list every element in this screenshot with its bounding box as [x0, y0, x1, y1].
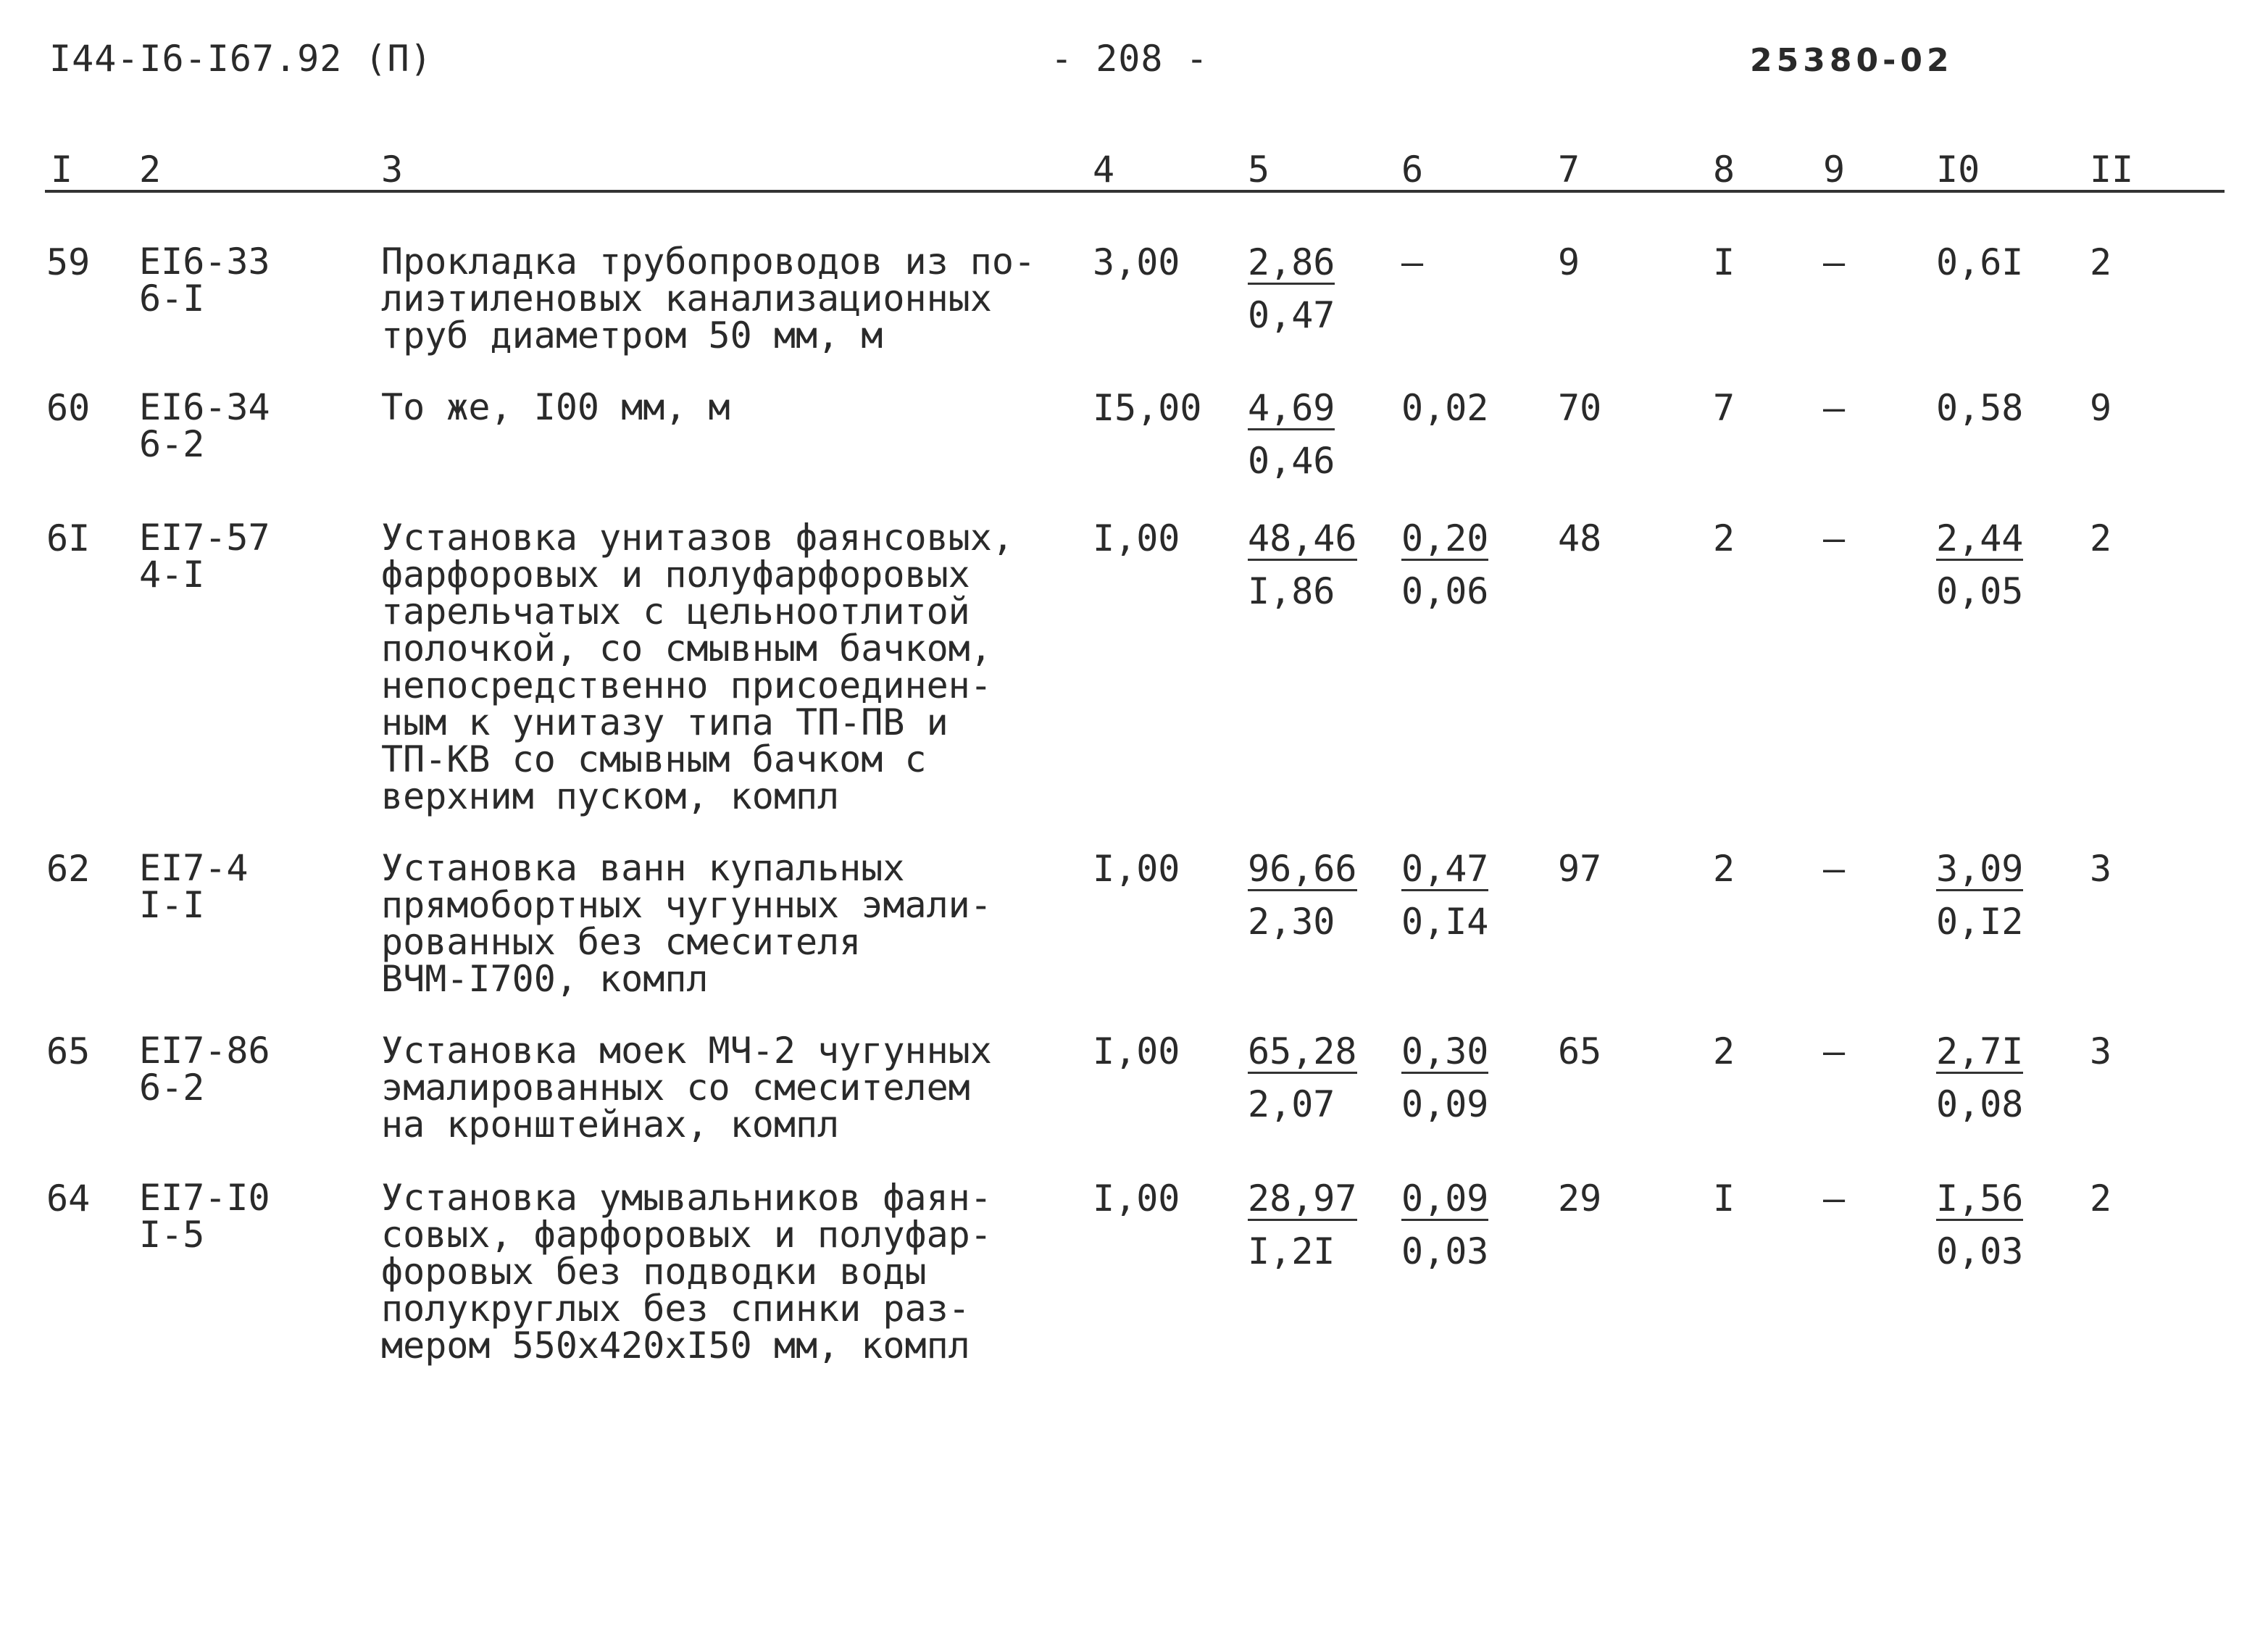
labor-cell: 2 [1713, 517, 1735, 559]
category-cell: 2 [2090, 517, 2112, 559]
denominator-value: 0,09 [1401, 1083, 1489, 1125]
code-line: EI6-34 [139, 386, 270, 428]
code-line: I-5 [139, 1214, 205, 1256]
description-line: мером 550x420xI50 мм, компл [381, 1325, 970, 1367]
description-cell [381, 847, 992, 1000]
denominator-value: 0,06 [1401, 570, 1489, 612]
description-line: на кронштейнах, компл [381, 1104, 840, 1146]
quantity-cell: I5,00 [1093, 387, 1202, 429]
numerator-value: 2,86 [1248, 241, 1335, 283]
description-line: прямобортных чугунных эмали- [381, 884, 992, 926]
numerator-value: 2,44 [1936, 517, 2024, 559]
labor-cost-cell [1936, 389, 2023, 428]
code-cell [139, 847, 249, 926]
description-line: полочкой, со смывным бачком, [381, 628, 992, 670]
row-number: 65 [46, 1030, 91, 1072]
labor-cost-cell [1936, 1030, 2024, 1125]
column-number: 2 [139, 149, 162, 191]
document-code: I44-I6-I67.92 (П) [49, 38, 433, 80]
denominator-value: 0,05 [1936, 570, 2024, 612]
total-cell: 65 [1558, 1030, 1602, 1072]
denominator-value: 0,47 [1248, 294, 1335, 336]
page-number: - 208 - [1051, 38, 1209, 80]
code-line: EI7-86 [139, 1030, 270, 1072]
numerator-value: 3,09 [1936, 848, 2024, 890]
row-number: 62 [46, 848, 91, 890]
column-number: 6 [1401, 149, 1424, 191]
description-line: рованных без смесителя [381, 921, 862, 963]
numerator-value: 48,46 [1248, 517, 1357, 559]
column-number: II [2090, 149, 2134, 191]
description-line: тарельчатых с цельноотлитой [381, 591, 970, 633]
code-line: 4-I [139, 554, 205, 596]
quantity-cell: I,00 [1093, 1030, 1180, 1072]
numerator-value: 0,6I [1936, 241, 2024, 283]
row-number: 64 [46, 1177, 91, 1220]
description-cell [381, 386, 730, 428]
denominator-value: 0,08 [1936, 1083, 2024, 1125]
code-line: 6-2 [139, 423, 205, 465]
denominator-value: 0,46 [1248, 440, 1335, 482]
quantity-cell: I,00 [1093, 848, 1180, 890]
total-cell: 9 [1558, 241, 1580, 283]
numerator-value: I,56 [1936, 1177, 2024, 1220]
machine-cost-cell [1401, 243, 1423, 283]
description-line: ТП-КВ со смывным бачком с [381, 738, 927, 780]
machine-cost-cell [1401, 517, 1489, 612]
description-line: форовых без подводки воды [381, 1251, 927, 1293]
description-line: Установка умывальников фаян- [381, 1177, 992, 1219]
numerator-value: – [1401, 241, 1424, 283]
column-number: 5 [1248, 149, 1270, 191]
row-number: 59 [46, 241, 91, 283]
numerator-value: 2,7I [1936, 1030, 2024, 1072]
denominator-value: 0,03 [1401, 1230, 1489, 1272]
numerator-value: 96,66 [1248, 848, 1357, 890]
labor-cost-cell [1936, 850, 2023, 941]
cost-cell [1248, 517, 1357, 612]
numerator-value: 0,09 [1401, 1177, 1489, 1220]
empty-cell: – [1823, 1177, 1846, 1220]
cost-cell [1248, 243, 1335, 334]
quantity-cell: I,00 [1093, 517, 1180, 559]
total-cell: 70 [1558, 387, 1602, 429]
cost-cell [1248, 1030, 1357, 1125]
numerator-value: 4,69 [1248, 387, 1335, 429]
description-cell [381, 517, 1014, 817]
column-number: 9 [1823, 149, 1846, 191]
description-line: совых, фарфоровых и полуфар- [381, 1214, 992, 1256]
labor-cost-cell [1936, 517, 2024, 612]
category-cell: 3 [2090, 1030, 2112, 1072]
description-line: непосредственно присоединен- [381, 664, 992, 706]
column-number: 4 [1093, 149, 1115, 191]
numerator-value: 0,20 [1401, 517, 1489, 559]
numerator-value: 28,97 [1248, 1177, 1357, 1220]
denominator-value: 2,07 [1248, 1083, 1335, 1125]
column-number: I0 [1936, 149, 1980, 191]
handwritten-stamp: 25380-02 [1750, 42, 1954, 79]
numerator-value: 0,47 [1401, 848, 1489, 890]
labor-cell: I [1713, 1177, 1735, 1220]
labor-cell: 2 [1713, 848, 1735, 890]
code-cell [139, 386, 270, 465]
total-cell: 29 [1558, 1177, 1602, 1220]
row-number: 6I [46, 517, 91, 559]
description-line: Установка моек МЧ-2 чугунных [381, 1030, 992, 1072]
code-line: EI7-57 [139, 517, 270, 559]
denominator-value: I,86 [1248, 570, 1335, 612]
quantity-cell: I,00 [1093, 1177, 1180, 1220]
row-number: 60 [46, 387, 91, 429]
description-line: Установка унитазов фаянсовых, [381, 517, 1014, 559]
description-line: фарфоровых и полуфарфоровых [381, 554, 970, 596]
code-line: EI7-4 [139, 847, 249, 889]
description-line: Установка ванн купальных [381, 847, 905, 889]
description-cell [381, 1177, 992, 1367]
code-cell [139, 517, 270, 596]
numerator-value: 0,58 [1936, 387, 2024, 429]
column-number: 8 [1713, 149, 1735, 191]
empty-cell: – [1823, 241, 1846, 283]
description-line: верхним пуском, компл [381, 775, 840, 817]
denominator-value: 0,03 [1936, 1230, 2024, 1272]
description-line: ВЧМ-I700, компл [381, 958, 709, 1000]
description-line: полукруглых без спинки раз- [381, 1288, 970, 1330]
total-cell: 97 [1558, 848, 1602, 890]
machine-cost-cell [1401, 389, 1488, 428]
numerator-value: 0,02 [1401, 387, 1489, 429]
machine-cost-cell [1401, 850, 1488, 941]
description-line: труб диаметром 50 мм, м [381, 314, 883, 357]
empty-cell: – [1823, 517, 1846, 559]
quantity-cell: 3,00 [1093, 241, 1180, 283]
code-cell [139, 1030, 270, 1109]
category-cell: 3 [2090, 848, 2112, 890]
description-line: То же, I00 мм, м [381, 386, 730, 428]
column-number: I [51, 149, 73, 191]
labor-cell: I [1713, 241, 1735, 283]
description-line: эмалированных со смесителем [381, 1067, 970, 1109]
total-cell: 48 [1558, 517, 1602, 559]
code-line: 6-2 [139, 1067, 205, 1109]
denominator-value: 0,I2 [1936, 901, 2024, 943]
column-number: 3 [381, 149, 404, 191]
machine-cost-cell [1401, 1177, 1489, 1272]
labor-cell: 2 [1713, 1030, 1735, 1072]
empty-cell: – [1823, 1030, 1846, 1072]
empty-cell: – [1823, 387, 1846, 429]
labor-cost-cell [1936, 243, 2023, 283]
category-cell: 2 [2090, 1177, 2112, 1220]
numerator-value: 0,30 [1401, 1030, 1489, 1072]
labor-cost-cell [1936, 1177, 2024, 1272]
description-line: ным к унитазу типа ТП-ПВ и [381, 701, 949, 743]
code-line: EI7-I0 [139, 1177, 270, 1219]
cost-cell [1248, 389, 1335, 480]
empty-cell: – [1823, 848, 1846, 890]
denominator-value: I,2I [1248, 1230, 1335, 1272]
code-cell [139, 241, 270, 320]
code-cell [139, 1177, 270, 1256]
header-rule [45, 190, 2225, 193]
denominator-value: 2,30 [1248, 901, 1335, 943]
cost-cell [1248, 850, 1357, 941]
description-cell [381, 241, 1036, 357]
column-header-row [0, 149, 2268, 192]
description-line: лиэтиленовых канализационных [381, 278, 992, 320]
description-cell [381, 1030, 992, 1146]
description-line: Прокладка трубопроводов из по- [381, 241, 1036, 283]
cost-cell [1248, 1177, 1357, 1272]
denominator-value: 0,I4 [1401, 901, 1489, 943]
labor-cell: 7 [1713, 387, 1735, 429]
category-cell: 2 [2090, 241, 2112, 283]
code-line: EI6-33 [139, 241, 270, 283]
column-number: 7 [1558, 149, 1580, 191]
category-cell: 9 [2090, 387, 2112, 429]
machine-cost-cell [1401, 1030, 1489, 1125]
code-line: I-I [139, 884, 205, 926]
code-line: 6-I [139, 278, 205, 320]
numerator-value: 65,28 [1248, 1030, 1357, 1072]
